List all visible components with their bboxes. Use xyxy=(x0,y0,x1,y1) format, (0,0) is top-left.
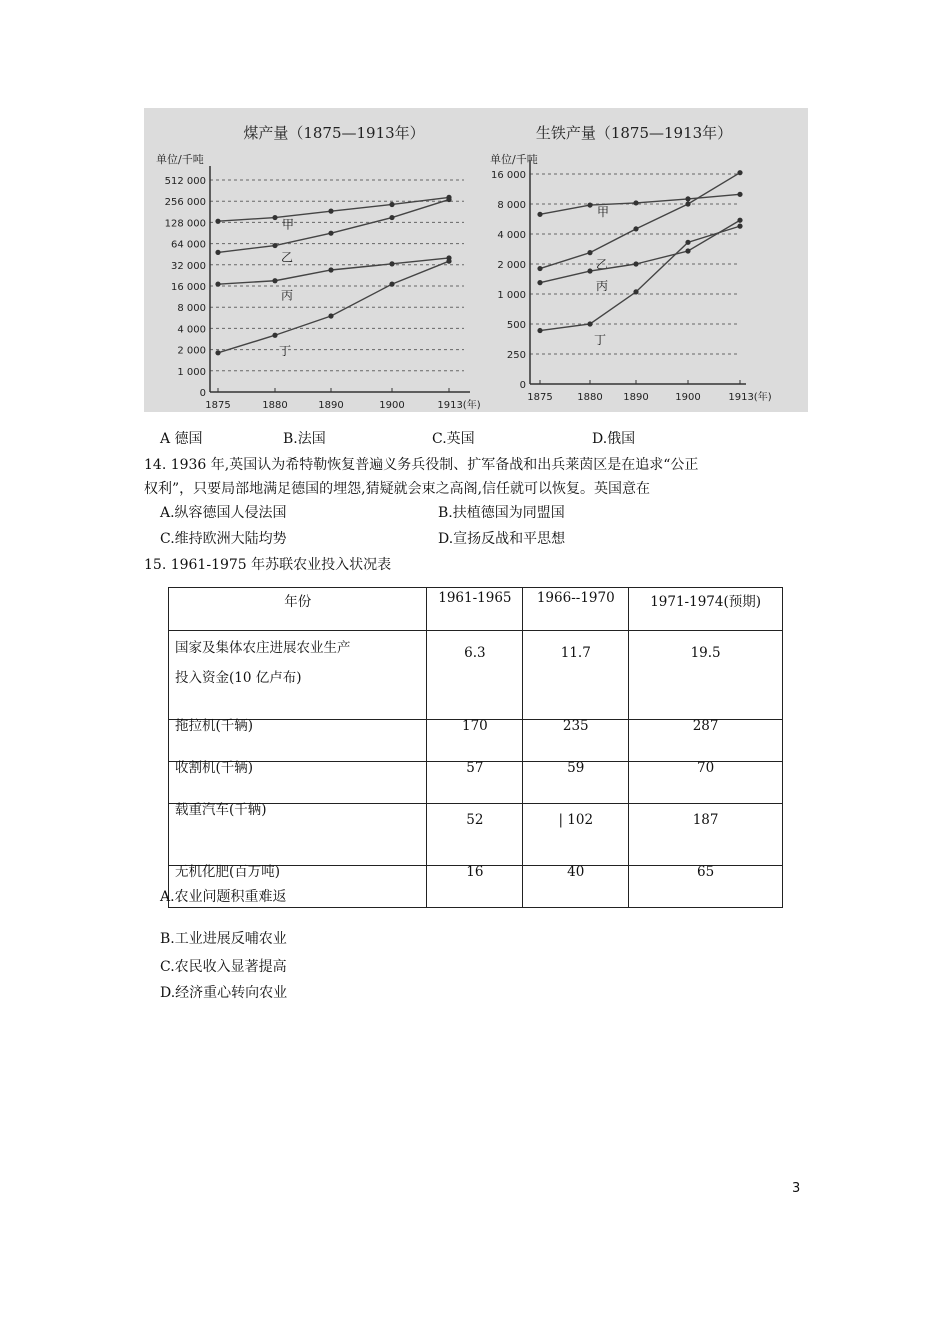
table-cell: 170 xyxy=(427,720,523,762)
row-label: 载重汽车(千辆) xyxy=(169,804,427,866)
table-cell: 65 xyxy=(629,866,783,908)
x-tick-label: 1900 xyxy=(379,400,405,411)
header-year: 年份 xyxy=(169,588,427,631)
table-header-row xyxy=(169,588,783,631)
chart-svg xyxy=(144,108,808,412)
data-point xyxy=(272,243,277,248)
series-line xyxy=(540,220,740,282)
q13-option-b: B.法国 xyxy=(283,431,326,447)
series-line xyxy=(218,258,449,284)
series-label: 乙 xyxy=(281,250,294,265)
data-point xyxy=(328,209,333,214)
q14-option-c: C.维持欧洲大陆均势 xyxy=(160,531,287,547)
data-point xyxy=(537,280,542,285)
table-cell: 6.3 xyxy=(427,631,523,720)
data-point xyxy=(328,313,333,318)
y-tick-label: 8 000 xyxy=(497,200,526,211)
table-cell: 11.7 xyxy=(523,631,629,720)
y-tick-label: 0 xyxy=(199,388,206,399)
series-label: 乙 xyxy=(596,257,609,272)
table-row xyxy=(169,631,783,720)
y-axis-label: 单位/千吨 xyxy=(156,153,204,166)
q15-option-b: B.工业进展反哺农业 xyxy=(160,931,287,947)
q15-table xyxy=(168,587,783,908)
q15-option-d: D.经济重心转向农业 xyxy=(160,985,288,1001)
y-tick-label: 128 000 xyxy=(164,218,206,230)
series-line xyxy=(540,173,740,269)
data-point xyxy=(587,250,592,255)
header-col3: 1971-1974(预期) xyxy=(629,588,783,631)
y-tick-label: 2 000 xyxy=(497,260,526,271)
data-point xyxy=(633,261,638,266)
row-label: 拖拉机(千辆) xyxy=(169,720,427,762)
data-point xyxy=(685,240,690,245)
y-tick-label: 4 000 xyxy=(497,230,526,241)
data-point xyxy=(446,197,451,202)
y-tick-label: 250 xyxy=(506,350,526,361)
header-col2: 1966--1970 xyxy=(523,588,629,631)
table-row xyxy=(169,804,783,866)
y-tick-label: 32 000 xyxy=(171,260,206,272)
data-point xyxy=(737,218,742,223)
data-point xyxy=(272,278,277,283)
series-label: 丁 xyxy=(594,333,607,347)
x-tick-label: 1913(年) xyxy=(437,400,481,411)
q13-option-a: A 德国 xyxy=(160,431,203,447)
data-point xyxy=(215,219,220,224)
table-cell: 287 xyxy=(629,720,783,762)
row-label: 无机化肥(百万吨) xyxy=(169,866,427,908)
y-tick-label: 256 000 xyxy=(164,197,206,209)
data-point xyxy=(389,215,394,220)
q15-option-a: A.农业问题积重难返 xyxy=(160,889,287,905)
table-cell: 16 xyxy=(427,866,523,908)
data-point xyxy=(215,282,220,287)
data-point xyxy=(389,261,394,266)
q14-stem-line1: 14. 1936 年,英国认为希特勒恢复普遍义务兵役制、扩军备战和出兵莱茵区是在追求“公正 xyxy=(144,457,699,473)
data-point xyxy=(737,170,742,175)
table-cell: 187 xyxy=(629,804,783,866)
x-tick-label: 1913(年) xyxy=(728,392,772,403)
table-row xyxy=(169,762,783,804)
q15-option-c: C.农民收入显著提高 xyxy=(160,959,287,975)
series-label: 丙 xyxy=(281,288,294,303)
q15-title: 15. 1961-1975 年苏联农业投入状况表 xyxy=(144,557,392,573)
series-line xyxy=(540,226,740,330)
series-label: 丙 xyxy=(596,279,609,294)
y-axis-label: 单位/千吨 xyxy=(490,153,538,166)
y-tick-label: 16 000 xyxy=(171,282,206,293)
table-cell: 70 xyxy=(629,762,783,804)
q14-option-a: A.纵容德国人侵法国 xyxy=(160,505,287,521)
table-cell: 40 xyxy=(523,866,629,908)
table-cell: | 102 xyxy=(523,804,629,866)
data-point xyxy=(328,231,333,236)
row-label-line1: 国家及集体农庄进展农业生产 xyxy=(175,640,351,656)
data-point xyxy=(537,266,542,271)
series-line xyxy=(218,200,449,253)
data-point xyxy=(389,202,394,207)
data-point xyxy=(633,226,638,231)
row-label-line2: 投入资金(10 亿卢布) xyxy=(175,670,302,686)
table-cell: 59 xyxy=(523,762,629,804)
data-point xyxy=(537,212,542,217)
data-point xyxy=(587,202,592,207)
header-col1: 1961-1965 xyxy=(427,588,523,631)
y-tick-label: 1 000 xyxy=(177,366,206,378)
data-point xyxy=(215,350,220,355)
x-tick-label: 1875 xyxy=(205,400,231,411)
series-label: 甲 xyxy=(282,217,295,232)
x-tick-label: 1900 xyxy=(675,392,701,403)
data-point xyxy=(537,328,542,333)
y-tick-label: 500 xyxy=(506,320,526,331)
y-tick-label: 2 000 xyxy=(177,345,206,357)
table-cell: 235 xyxy=(523,720,629,762)
data-point xyxy=(215,250,220,255)
data-point xyxy=(633,200,638,205)
data-point xyxy=(633,289,638,294)
y-tick-label: 512 000 xyxy=(164,176,206,187)
data-point xyxy=(587,321,592,326)
series-label: 甲 xyxy=(597,205,610,220)
data-point xyxy=(685,196,690,201)
data-point xyxy=(685,201,690,206)
row-label xyxy=(169,631,427,720)
q14-option-d: D.宣扬反战和平思想 xyxy=(438,531,566,547)
y-tick-label: 8 000 xyxy=(177,303,206,315)
data-point xyxy=(272,333,277,338)
data-point xyxy=(272,215,277,220)
data-point xyxy=(587,268,592,273)
q13-option-c: C.英国 xyxy=(432,431,475,447)
data-point xyxy=(685,248,690,253)
q14-option-b: B.扶植德国为同盟国 xyxy=(438,505,565,521)
y-tick-label: 16 000 xyxy=(491,170,526,181)
table-row xyxy=(169,720,783,762)
page-number: 3 xyxy=(792,1181,801,1196)
table-cell: 52 xyxy=(427,804,523,866)
y-tick-label: 0 xyxy=(519,380,526,391)
q14-stem-line2: 权利”，只要局部地满足德国的埋怨,猜疑就会束之高阁,信任就可以恢复。英国意在 xyxy=(144,481,651,497)
x-tick-label: 1875 xyxy=(527,392,553,403)
x-tick-label: 1890 xyxy=(318,400,344,411)
chart-title: 生铁产量（1875—1913年） xyxy=(535,124,733,142)
x-tick-label: 1890 xyxy=(623,392,649,403)
data-point xyxy=(737,192,742,197)
chart-title: 煤产量（1875—1913年） xyxy=(243,124,425,142)
row-label: 收割机(千辆) xyxy=(169,762,427,804)
q13-option-d: D.俄国 xyxy=(592,431,636,447)
data-point xyxy=(737,224,742,229)
series-label: 丁 xyxy=(279,344,292,359)
data-point xyxy=(389,282,394,287)
x-tick-label: 1880 xyxy=(262,400,288,411)
table-cell: 57 xyxy=(427,762,523,804)
y-tick-label: 1 000 xyxy=(497,290,526,301)
data-point xyxy=(328,267,333,272)
x-tick-label: 1880 xyxy=(577,392,603,403)
chart-figure xyxy=(144,108,808,412)
y-tick-label: 64 000 xyxy=(171,239,206,251)
table-cell: 19.5 xyxy=(629,631,783,720)
y-tick-label: 4 000 xyxy=(177,324,206,336)
data-point xyxy=(446,259,451,264)
